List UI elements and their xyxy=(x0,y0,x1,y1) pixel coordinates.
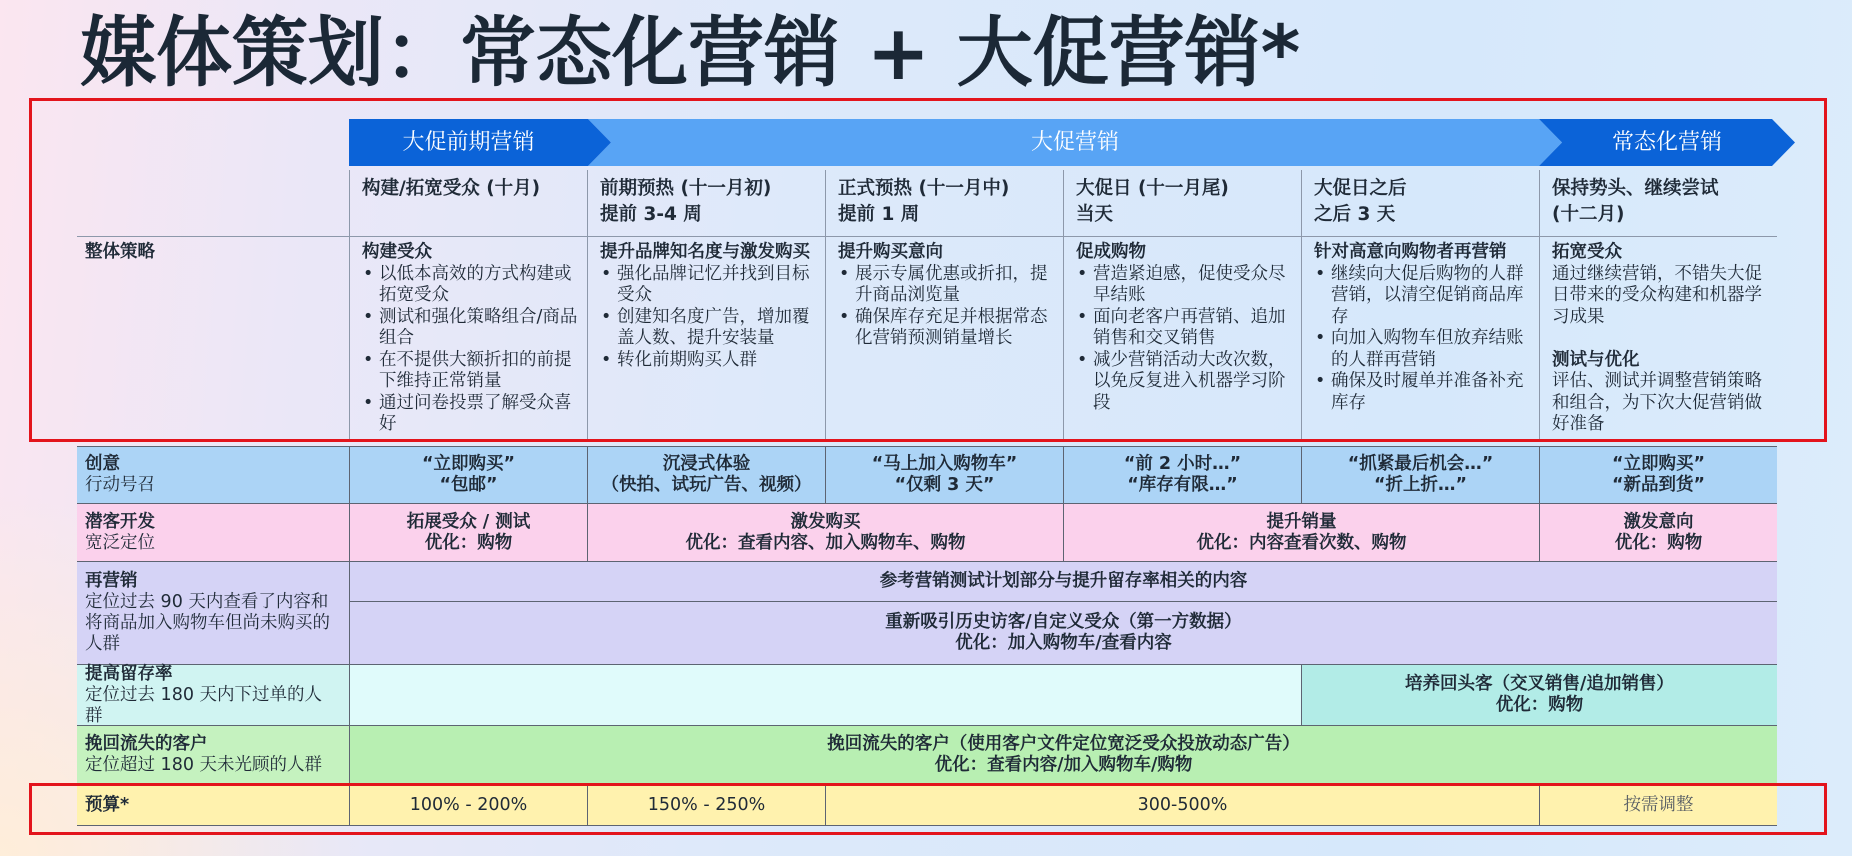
row-label-subtitle: 定位过去 180 天内下过单的人群 xyxy=(85,684,323,726)
prospecting-cell xyxy=(587,504,1063,561)
creative-cell xyxy=(1301,447,1539,503)
cta-text: “折上折…” xyxy=(1373,475,1467,495)
slide-title: 媒体策划：常态化营销 + 大促营销* xyxy=(80,8,1301,97)
budget-cell: 100% - 200% xyxy=(349,785,587,825)
column-header-title: 保持势头、继续尝试 xyxy=(1552,178,1719,199)
strategy-bullet: • 向加入购物车但放弃结账的人群再营销 xyxy=(1314,328,1531,371)
strategy-heading: 测试与优化 xyxy=(1552,349,1640,370)
row-label-title: 预算* xyxy=(85,794,130,815)
retention-cell xyxy=(1301,665,1777,725)
strategy-bullet: • 通过问卷投票了解受众喜好 xyxy=(362,393,579,436)
row-label-prospecting xyxy=(77,504,349,561)
row-label-creative xyxy=(77,447,349,503)
row-label-winback xyxy=(77,726,349,784)
strategy-bullet: • 继续向大促后购物的人群营销，以清空促销商品库存 xyxy=(1314,264,1531,329)
cell-title: 挽回流失的客户（使用客户文件定位宽泛受众投放动态广告） xyxy=(827,734,1300,754)
budget-cell: 300-500% xyxy=(825,785,1539,825)
budget-cell: 按需调整 xyxy=(1539,785,1777,825)
cell-title: 激发购买 xyxy=(790,511,861,532)
row-label-retention xyxy=(77,665,349,725)
strategy-bullet: • 测试和强化策略组合/商品组合 xyxy=(362,307,579,350)
creative-cell xyxy=(349,447,587,503)
remarketing-row xyxy=(77,561,1777,664)
row-label-subtitle: 宽泛定位 xyxy=(85,532,155,553)
column-header-subtitle: 提前 1 周 xyxy=(838,204,920,225)
row-label-title: 再营销 xyxy=(85,571,138,591)
cta-text: “包邮” xyxy=(439,475,498,495)
cell-optimization: 优化：内容查看次数、购物 xyxy=(1196,532,1407,553)
highlight-box-budget xyxy=(29,783,1827,835)
strategy-paragraph: 通过继续营销，不错失大促日带来的受众构建和机器学习成果 xyxy=(1552,263,1762,327)
cta-text: “马上加入购物车” xyxy=(871,454,1018,474)
cell-title: 提升销量 xyxy=(1266,511,1337,532)
cta-text: “立即购买” xyxy=(421,454,515,474)
row-label-title: 挽回流失的客户 xyxy=(85,734,208,754)
column-header-title: 大促日之后 xyxy=(1314,178,1407,199)
highlight-box-strategy xyxy=(29,98,1827,442)
row-label-title: 潜客开发 xyxy=(85,511,155,532)
strategy-bullet: • 创建知名度广告，增加覆盖人数、提升安装量 xyxy=(600,307,817,350)
cell-title: 重新吸引历史访客/自定义受众（第一方数据） xyxy=(885,612,1242,632)
column-header-title: 构建/拓宽受众 (十月) xyxy=(362,178,541,199)
row-label-title: 提高留存率 xyxy=(85,663,173,684)
column-header-title: 大促日 (十一月尾) xyxy=(1076,178,1229,199)
cta-text: “仅剩 3 天” xyxy=(894,475,995,495)
cell-title: 激发意向 xyxy=(1623,511,1694,532)
cta-text: “新品到货” xyxy=(1611,475,1705,495)
column-header-subtitle: 提前 3-4 周 xyxy=(600,204,702,225)
remarketing-cell xyxy=(350,562,1777,601)
phase-label-promo: 大促营销 xyxy=(1030,130,1119,155)
strategy-heading: 提升品牌知名度与激发购买 xyxy=(600,242,810,262)
creative-cell xyxy=(1063,447,1301,503)
strategy-heading: 促成购物 xyxy=(1076,242,1146,262)
cta-text: “抓紧最后机会…” xyxy=(1347,454,1494,474)
cell-optimization: 优化：购物 xyxy=(424,532,513,553)
row-label-title: 创意 xyxy=(85,454,120,474)
cta-text: “库存有限…” xyxy=(1127,475,1238,495)
phase-label-pre-promo: 大促前期营销 xyxy=(402,130,535,155)
strategy-bullet: • 确保及时履单并准备补充库存 xyxy=(1314,371,1531,414)
column-header-subtitle: (十二月) xyxy=(1552,204,1625,225)
strategy-bullet: • 在不提供大额折扣的前提下维持正常销量 xyxy=(362,350,579,393)
row-label-overall-strategy: 整体策略 xyxy=(85,242,155,262)
row-label-remarketing xyxy=(77,562,349,664)
creative-cell xyxy=(825,447,1063,503)
strategy-bullet: • 确保库存充足并根据常态化营销预测销量增长 xyxy=(838,307,1055,350)
strategy-bullet: • 展示专属优惠或折扣，提升商品浏览量 xyxy=(838,264,1055,307)
cell-title: 培养回头客（交叉销售/追加销售） xyxy=(1405,674,1674,694)
strategy-heading: 拓宽受众 xyxy=(1552,242,1622,262)
column-header-subtitle: 之后 3 天 xyxy=(1314,204,1396,225)
prospecting-cell xyxy=(1539,504,1777,561)
retention-row xyxy=(77,664,1777,725)
cta-text: （快拍、试玩广告、视频） xyxy=(601,475,812,495)
phase-label-always-on: 常态化营销 xyxy=(1611,130,1722,155)
cell-optimization: 优化：购物 xyxy=(1495,695,1584,715)
cta-text: “前 2 小时…” xyxy=(1123,454,1242,474)
cell-optimization: 优化：加入购物车/查看内容 xyxy=(955,633,1172,653)
cell-optimization: 优化：购物 xyxy=(1614,532,1703,553)
strategy-heading: 针对高意向购物者再营销 xyxy=(1314,242,1507,262)
budget-cell: 150% - 250% xyxy=(587,785,825,825)
strategy-bullet: • 减少营销活动大改次数，以免反复进入机器学习阶段 xyxy=(1076,350,1293,415)
strategy-heading: 构建受众 xyxy=(362,242,432,262)
strategy-paragraph: 评估、测试并调整营销策略和组合，为下次大促营销做好准备 xyxy=(1552,371,1762,434)
strategy-bullet: • 营造紧迫感，促使受众尽早结账 xyxy=(1076,264,1293,307)
strategy-heading: 提升购买意向 xyxy=(838,242,943,262)
remarketing-cells xyxy=(349,562,1777,664)
winback-row xyxy=(77,725,1777,784)
column-header-title: 前期预热 (十一月初) xyxy=(600,178,772,199)
creative-cell xyxy=(587,447,825,503)
prospecting-row xyxy=(77,503,1777,561)
column-header-title: 正式预热 (十一月中) xyxy=(838,178,1010,199)
creative-cell xyxy=(1539,447,1777,503)
row-label-subtitle: 定位过去 90 天内查看了内容和将商品加入购物车但尚未购买的人群 xyxy=(85,592,330,654)
cell-optimization: 优化：查看内容、加入购物车、购物 xyxy=(685,532,966,553)
winback-cell xyxy=(349,726,1777,784)
cta-text: “立即购买” xyxy=(1611,454,1705,474)
remarketing-cell xyxy=(350,601,1777,664)
row-label-subtitle: 行动号召 xyxy=(85,475,155,495)
strategy-bullet: • 以低本高效的方式构建或拓宽受众 xyxy=(362,264,579,307)
row-label-subtitle: 定位超过 180 天未光顾的人群 xyxy=(85,755,323,775)
prospecting-cell xyxy=(1063,504,1539,561)
strategy-bullet: • 转化前期购买人群 xyxy=(600,350,817,372)
strategy-bullet: • 强化品牌记忆并找到目标受众 xyxy=(600,264,817,307)
cta-text: 沉浸式体验 xyxy=(662,454,751,474)
prospecting-cell xyxy=(349,504,587,561)
cell-title: 拓展受众 / 测试 xyxy=(406,511,531,532)
cell-optimization: 优化：查看内容/加入购物车/购物 xyxy=(934,755,1193,775)
strategy-bullet: • 面向老客户再营销、追加销售和交叉销售 xyxy=(1076,307,1293,350)
column-header-subtitle: 当天 xyxy=(1076,204,1114,225)
cell-title: 参考营销测试计划部分与提升留存率相关的内容 xyxy=(879,571,1248,591)
retention-empty-cell xyxy=(349,665,1301,725)
creative-row xyxy=(77,446,1777,503)
